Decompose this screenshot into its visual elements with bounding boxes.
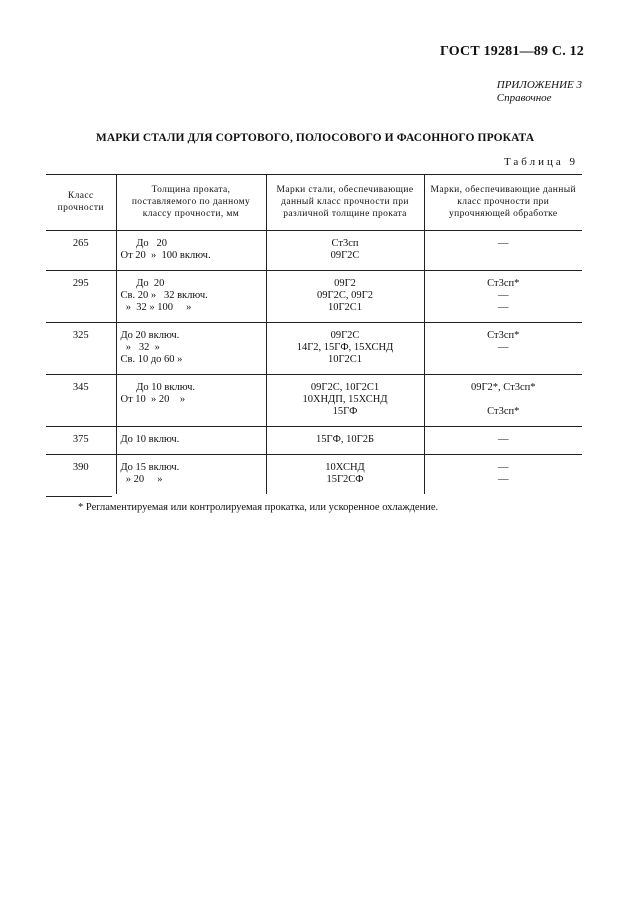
steel-grade-line: 15ГФ [332,406,358,417]
strengthening-grade-line [429,394,579,406]
thickness-line: От 20 » 100 включ. [120,250,211,261]
thickness-line: » 32 » [120,342,160,353]
strengthening-cell [424,375,582,427]
table-row [46,375,582,427]
table-caption: Таблица 9 [503,156,578,168]
thickness-cell [116,455,266,495]
strengthening-cell [424,231,582,271]
thickness-line: » 32 » 100 » [120,302,192,313]
table-body [46,231,582,495]
steel-grades-cell [266,375,424,427]
steel-grade-line: Ст3сп [331,238,359,249]
thickness-line: До 10 включ. [120,382,196,393]
header-strength-class: Класс прочности [57,191,104,213]
strengthening-cell [424,427,582,455]
steel-grades-cell [266,455,424,495]
steel-grades-cell [266,271,424,323]
steel-grade-line: 14Г2, 15ГФ, 15ХСНД [296,342,394,353]
steel-grades-cell [266,427,424,455]
appendix-type: Справочное [496,92,552,104]
table-row [46,427,582,455]
thickness-cell [116,271,266,323]
strengthening-grade-line: Ст3сп* [487,278,520,289]
strengthening-grade-line: — [498,238,509,249]
thickness-cell [116,231,266,271]
header-strengthening-grades: Марки, обеспечивающие данный класс прочности при упрочняющей обработке [424,175,582,231]
table-row [46,455,582,495]
strength-class-cell: 345 [72,382,89,393]
thickness-line: До 10 включ. [120,434,180,445]
steel-grade-line: 10ХСНД [325,462,365,473]
strengthening-grade-line: — [498,474,509,485]
thickness-line: Св. 10 до 60 » [120,354,183,365]
steel-grades-cell [266,323,424,375]
steel-grade-line: 15Г2СФ [326,474,364,485]
thickness-line: До 15 включ. [120,462,180,473]
strengthening-cell [424,323,582,375]
strengthening-grade-line: 09Г2*, Ст3сп* [470,382,536,393]
strengthening-cell [424,271,582,323]
thickness-line: До 20 включ. [120,330,180,341]
steel-grade-line: 09Г2С [330,330,360,341]
strength-class-cell: 325 [72,330,89,341]
table-row [46,231,582,271]
document-reference: ГОСТ 19281—89 С. 12 [440,44,584,59]
steel-grade-line: 09Г2С [330,250,360,261]
strengthening-cell [424,455,582,495]
appendix-label: ПРИЛОЖЕНИЕ 3 [496,79,582,91]
thickness-line: » 20 » [120,474,163,485]
thickness-cell [116,427,266,455]
table-row [46,323,582,375]
strengthening-grade-line: — [498,302,509,313]
thickness-cell [116,323,266,375]
thickness-cell [116,375,266,427]
strengthening-grade-line: Ст3сп* [487,330,520,341]
footnote: * Регламентируемая или контролируемая прокатка, или ускоренное охлаждение. [78,502,439,513]
steel-grade-line: 10Г2С1 [327,354,363,365]
appendix-block [497,79,582,105]
steel-grade-line: 09Г2С, 09Г2 [317,290,373,301]
strengthening-grade-line: — [498,462,509,473]
steel-grade-line: 10ХНДП, 15ХСНД [302,394,388,405]
strengthening-grade-line: — [498,434,509,445]
table-header-row [46,175,582,231]
strength-class-cell: 390 [72,462,89,473]
steel-grade-line: 09Г2 [334,278,356,289]
steel-grade-line: 09Г2С, 10Г2С1 [310,382,380,393]
thickness-line: До 20 [120,278,165,289]
page-title: МАРКИ СТАЛИ ДЛЯ СОРТОВОГО, ПОЛОСОВОГО И ФАСОННОГО ПРОКАТА [95,132,535,144]
strengthening-grade-line: Ст3сп* [487,406,520,417]
thickness-line: От 10 » 20 » [120,394,186,405]
steel-grades-cell [266,231,424,271]
thickness-line: До 20 [120,238,168,249]
strength-class-cell: 265 [72,238,89,249]
header-steel-grades: Марки стали, обеспечивающие данный класс прочности при различной толщине проката [266,175,424,231]
strength-class-cell: 295 [72,278,89,289]
steel-grade-line: 15ГФ, 10Г2Б [316,434,374,445]
strengthening-grade-line: — [498,290,509,301]
table-row [46,271,582,323]
strengthening-grade-line: — [498,342,509,353]
footnote-divider [46,496,112,497]
steel-grades-table [46,174,582,494]
thickness-line: Св. 20 » 32 включ. [120,290,208,301]
header-thickness: Толщина проката, поставляемого по данному классу прочности, мм [116,175,266,231]
strength-class-cell: 375 [72,434,89,445]
steel-grade-line: 10Г2С1 [327,302,363,313]
